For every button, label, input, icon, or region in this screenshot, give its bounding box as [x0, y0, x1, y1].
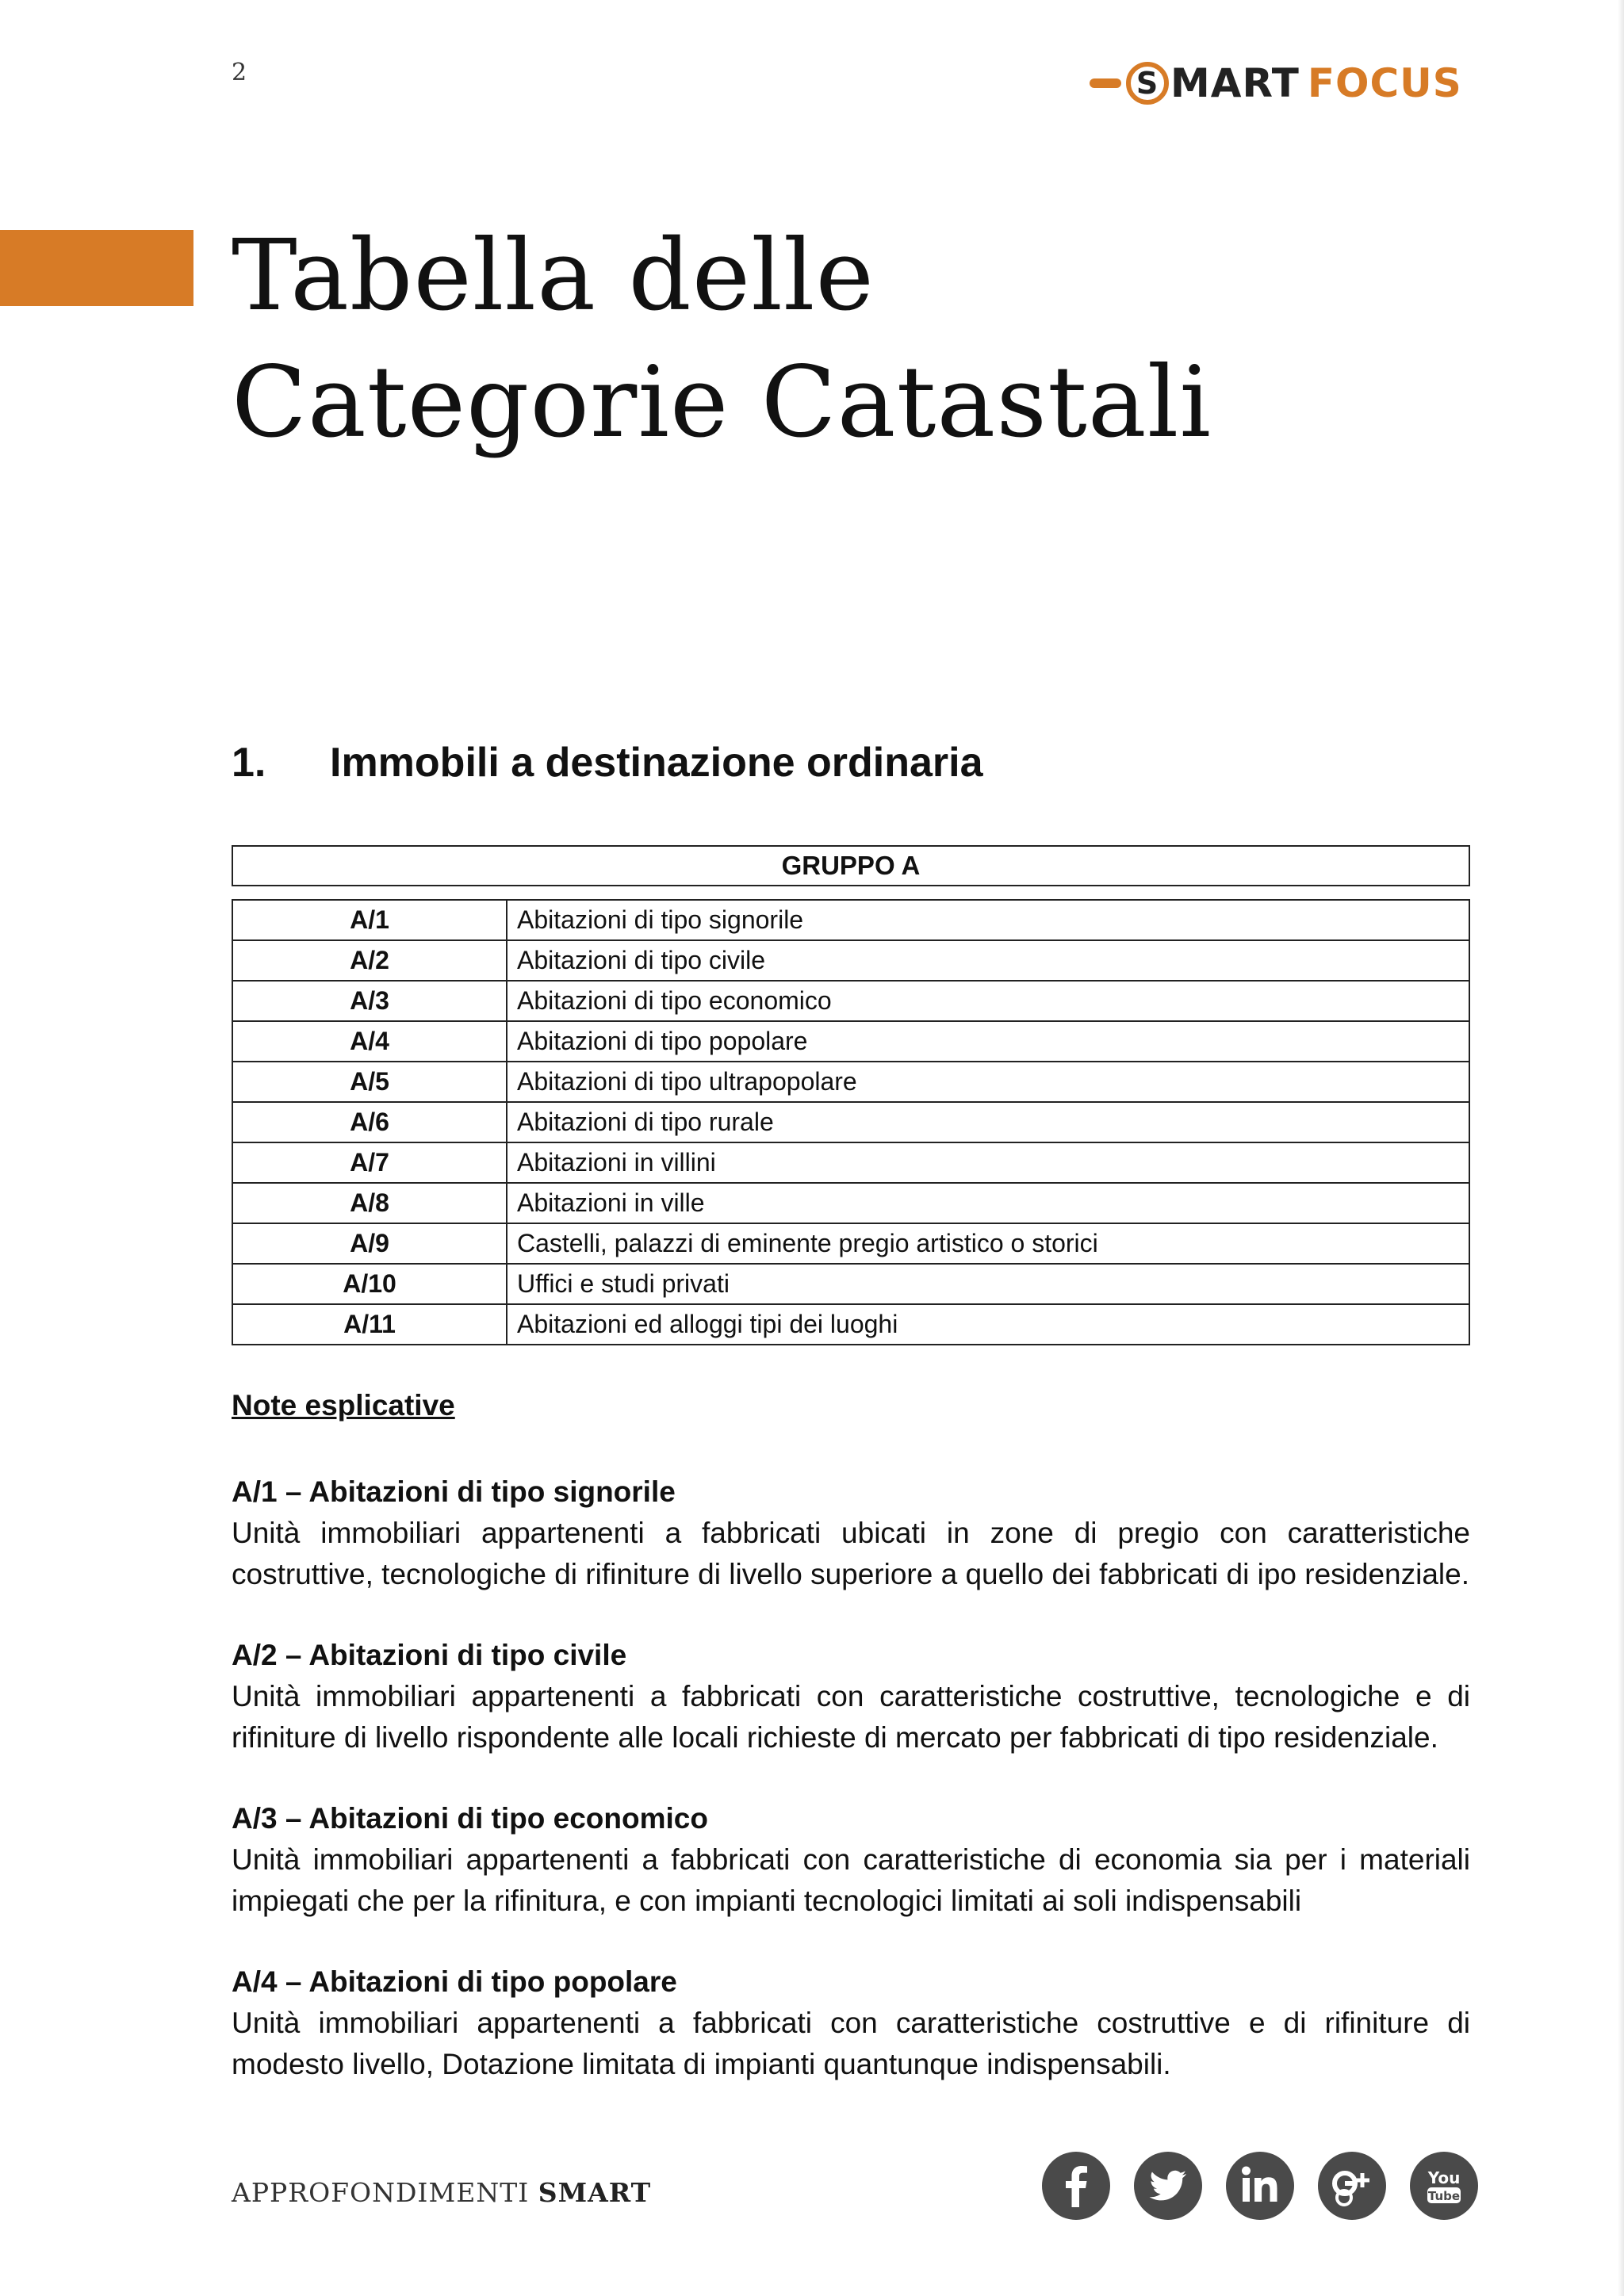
table-row — [232, 940, 1469, 981]
category-description: Abitazioni di tipo ultrapopolare — [507, 1062, 1469, 1102]
category-code: A/10 — [232, 1264, 507, 1304]
footer-label-prefix: APPROFONDIMENTI — [232, 2177, 538, 2208]
page-number: 2 — [232, 59, 247, 86]
logo-smart-text: MART — [1170, 60, 1300, 106]
document-title-line-1: Tabella delle — [232, 219, 875, 333]
note-body: Unità immobiliari appartenenti a fabbricati ubicati in zone di pregio con caratteristiche costruttive, tecnologiche di rifiniture di livello superiore a quello dei fabbricati di ipo residenziale. — [232, 1517, 1470, 1590]
category-description: Abitazioni di tipo popolare — [507, 1021, 1469, 1062]
smartfocus-logo — [1090, 57, 1462, 109]
categories-table — [232, 899, 1470, 1345]
category-description: Uffici e studi privati — [507, 1264, 1469, 1304]
table-row — [232, 1183, 1469, 1223]
youtube-label-you: You — [1427, 2168, 1461, 2187]
table-row — [232, 1304, 1469, 1345]
table-row — [232, 1142, 1469, 1183]
table-row — [232, 1062, 1469, 1102]
notes-heading: Note esplicative — [232, 1389, 455, 1422]
facebook-icon[interactable] — [1042, 2152, 1110, 2220]
table-row — [232, 981, 1469, 1021]
note-body: Unità immobiliari appartenenti a fabbricati con caratteristiche costruttive, tecnologiche e di rifiniture di livello rispondente alle locali richieste di mercato per fabbricati di tipo residenziale. — [232, 1680, 1470, 1754]
table-row — [232, 1102, 1469, 1142]
youtube-icon[interactable] — [1410, 2152, 1478, 2220]
note-a1 — [232, 1471, 1470, 1595]
logo-first-letter: S — [1136, 66, 1159, 101]
category-code: A/5 — [232, 1062, 507, 1102]
category-description: Abitazioni in ville — [507, 1183, 1469, 1223]
category-description: Abitazioni di tipo signorile — [507, 900, 1469, 940]
twitter-icon[interactable] — [1134, 2152, 1202, 2220]
section-number: 1. — [232, 740, 266, 786]
footer-label — [232, 2177, 651, 2208]
page-edge-shadow — [1618, 0, 1624, 2296]
linkedin-icon[interactable] — [1226, 2152, 1294, 2220]
note-title: A/2 – Abitazioni di tipo civile — [232, 1639, 627, 1671]
note-title: A/1 – Abitazioni di tipo signorile — [232, 1475, 676, 1508]
category-description: Abitazioni di tipo civile — [507, 940, 1469, 981]
note-body: Unità immobiliari appartenenti a fabbricati con caratteristiche di economia sia per i materiali impiegati che per la rifinitura, e con impianti tecnologici limitati ai soli indispensabili — [232, 1843, 1470, 1917]
category-code: A/9 — [232, 1223, 507, 1264]
title-accent-bar — [0, 230, 193, 306]
category-code: A/11 — [232, 1304, 507, 1345]
category-code: A/6 — [232, 1102, 507, 1142]
category-code: A/7 — [232, 1142, 507, 1183]
note-title: A/4 – Abitazioni di tipo popolare — [232, 1965, 677, 1998]
category-code: A/1 — [232, 900, 507, 940]
table-row — [232, 1021, 1469, 1062]
category-code: A/3 — [232, 981, 507, 1021]
logo-focus-text: FOCUS — [1307, 60, 1462, 106]
table-row — [232, 1264, 1469, 1304]
table-row — [232, 900, 1469, 940]
document-title-line-2: Categorie Catastali — [232, 346, 1212, 460]
logo-s-ring-icon — [1126, 62, 1169, 105]
category-description: Abitazioni in villini — [507, 1142, 1469, 1183]
section-title: Immobili a destinazione ordinaria — [330, 740, 983, 786]
category-description: Abitazioni ed alloggi tipi dei luoghi — [507, 1304, 1469, 1345]
category-description: Castelli, palazzi di eminente pregio artistico o storici — [507, 1223, 1469, 1264]
note-a3 — [232, 1798, 1470, 1922]
document-title — [232, 212, 1421, 466]
category-code: A/2 — [232, 940, 507, 981]
category-description: Abitazioni di tipo economico — [507, 981, 1469, 1021]
group-a-header: GRUPPO A — [232, 845, 1470, 886]
category-code: A/8 — [232, 1183, 507, 1223]
youtube-label-tube: Tube — [1427, 2189, 1461, 2203]
google-plus-icon[interactable] — [1318, 2152, 1386, 2220]
note-a4 — [232, 1961, 1470, 2085]
section-heading — [232, 739, 983, 786]
category-description: Abitazioni di tipo rurale — [507, 1102, 1469, 1142]
logo-dash — [1090, 78, 1121, 88]
footer-label-bold: SMART — [538, 2177, 652, 2208]
table-row — [232, 1223, 1469, 1264]
note-title: A/3 – Abitazioni di tipo economico — [232, 1802, 708, 1835]
category-code: A/4 — [232, 1021, 507, 1062]
note-a2 — [232, 1635, 1470, 1758]
note-body: Unità immobiliari appartenenti a fabbricati con caratteristiche costruttive e di rifiniture di modesto livello, Dotazione limitata di impianti quantunque indispensabili. — [232, 2007, 1470, 2080]
